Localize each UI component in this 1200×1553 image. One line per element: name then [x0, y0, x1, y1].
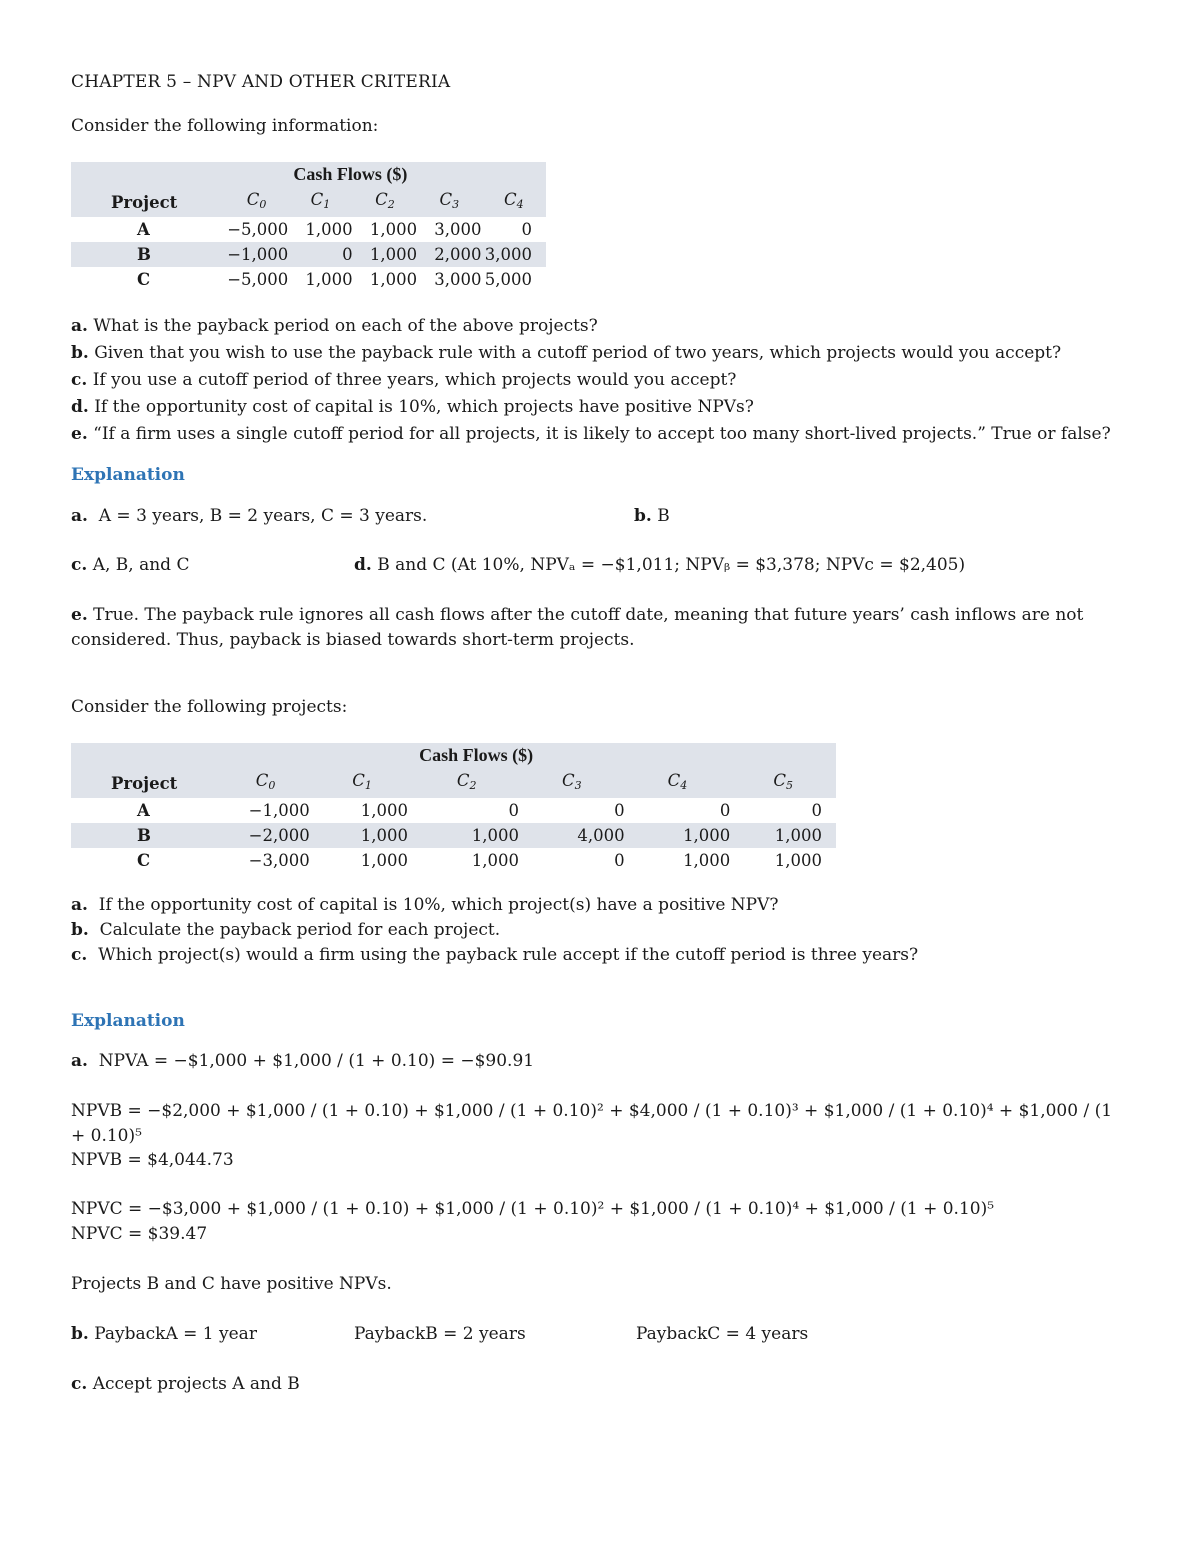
question-item: c. Which project(s) would a firm using the payback rule accept if the cutoff period is three years? [71, 945, 919, 965]
column-header: $C_0$ [221, 768, 309, 798]
project-cell: A [137, 801, 150, 820]
npv-c-result: NPVC = $39.47 [71, 1224, 208, 1244]
value-cell: −3,000 [248, 851, 310, 870]
question-item: a. What is the payback period on each of the above projects? [71, 316, 598, 336]
value-cell: 3,000 [482, 242, 546, 267]
npv-conclusion: Projects B and C have positive NPVs. [71, 1274, 392, 1294]
table-caption-row [71, 743, 836, 768]
value-cell: 3,000 [434, 220, 482, 239]
table-row [71, 217, 546, 242]
intro-text-1: Consider the following information: [71, 116, 379, 136]
value-cell: 0 [508, 801, 519, 820]
answer-b: b. B [634, 506, 670, 526]
project-cell: B [71, 823, 221, 848]
column-header: $C_3$ [417, 187, 481, 217]
answer-c-2: c. Accept projects A and B [71, 1374, 300, 1394]
question-item: b. Given that you wish to use the payback rule with a cutoff period of two years, which projects would you accept? [71, 343, 1062, 363]
payback-c: PaybackC = 4 years [636, 1324, 809, 1344]
payback-b: PaybackB = 2 years [354, 1324, 526, 1344]
value-cell: 5,000 [484, 270, 532, 289]
table-row [71, 267, 546, 292]
value-cell: −5,000 [227, 270, 289, 289]
table-row [71, 798, 836, 823]
answer-d: d. B and C (At 10%, NPVₐ = −$1,011; NPVᵦ = $3,378; NPVc = $2,405) [354, 555, 966, 575]
value-cell: 3,000 [434, 270, 482, 289]
answer-e: e. True. The payback rule ignores all cash flows after the cutoff date, meaning that future years’ cash inflows are not considered. Thus, payback is biased towards short-term projects. [71, 605, 1084, 650]
value-cell: 1,000 [414, 823, 519, 848]
value-cell: −1,000 [225, 242, 288, 267]
value-cell: 1,000 [369, 270, 418, 289]
answer-a: a. A = 3 years, B = 2 years, C = 3 years. [71, 506, 428, 526]
table-caption: Cash Flows ($) [225, 162, 546, 187]
question-item: e. “If a firm uses a single cutoff period for all projects, it is likely to accept too many short-lived projects.” True or false? [71, 424, 1111, 444]
value-cell: 0 [811, 801, 822, 820]
value-cell: 0 [719, 801, 731, 820]
question-list-2 [71, 893, 918, 968]
column-header: $C_4$ [625, 768, 731, 798]
project-cell: C [137, 270, 151, 289]
cash-flow-table-1 [71, 162, 546, 292]
column-header: $C_1$ [310, 768, 415, 798]
npv-c-formula: NPVC = −$3,000 + $1,000 / (1 + 0.10) + $1,000 / (1 + 0.10)² + $1,000 / (1 + 0.10)⁴ + $1,000 / (1 + 0.10)⁵ [71, 1199, 995, 1219]
project-cell: B [71, 242, 225, 267]
value-cell: 1,000 [310, 823, 415, 848]
npv-b-result: NPVB = $4,044.73 [71, 1150, 234, 1170]
project-cell: A [137, 220, 150, 239]
value-cell: 1,000 [305, 220, 353, 239]
column-header: $C_2$ [414, 768, 519, 798]
question-item: a. If the opportunity cost of capital is 10%, which project(s) have a positive NPV? [71, 895, 779, 915]
intro-text-2: Consider the following projects: [71, 697, 348, 717]
answer-c: c. A, B, and C [71, 555, 190, 575]
column-header: $C_0$ [225, 187, 288, 217]
value-cell: 0 [521, 220, 532, 239]
value-cell: −2,000 [221, 823, 309, 848]
table-header-row [71, 187, 546, 217]
value-cell: 1,000 [683, 851, 731, 870]
value-cell: 2,000 [417, 242, 481, 267]
column-header: $C_2$ [353, 187, 417, 217]
value-cell: 1,000 [360, 801, 408, 820]
project-header: Project [71, 187, 225, 217]
table-caption-row [71, 162, 546, 187]
question-item: c. If you use a cutoff period of three years, which projects would you accept? [71, 370, 737, 390]
column-header: $C_5$ [730, 768, 836, 798]
column-header: $C_4$ [482, 187, 546, 217]
value-cell: 0 [614, 851, 625, 870]
value-cell: 1,000 [471, 851, 519, 870]
payback-a: b. PaybackA = 1 year [71, 1324, 257, 1344]
npv-b-formula: NPVB = −$2,000 + $1,000 / (1 + 0.10) + $1,000 / (1 + 0.10)² + $4,000 / (1 + 0.10)³ + $1,000 / (1 + 0.10)⁴ + $1,000 / (1 + 0.10)⁵ [71, 1101, 1113, 1146]
value-cell: 1,000 [360, 851, 408, 870]
table-row [71, 242, 546, 267]
explanation-heading: Explanation [71, 465, 185, 485]
project-cell: C [137, 851, 151, 870]
table-header-row [71, 768, 836, 798]
explanation-heading-2: Explanation [71, 1011, 185, 1031]
cash-flow-table-2 [71, 743, 836, 873]
npv-a-line: a. NPVA = −$1,000 + $1,000 / (1 + 0.10) = −$90.91 [71, 1051, 535, 1071]
project-header: Project [71, 768, 221, 798]
value-cell: 1,000 [353, 242, 417, 267]
column-header: $C_3$ [519, 768, 625, 798]
column-header: $C_1$ [288, 187, 352, 217]
value-cell: 1,000 [625, 823, 731, 848]
value-cell: 1,000 [369, 220, 418, 239]
value-cell: 1,000 [774, 851, 822, 870]
value-cell: 4,000 [519, 823, 625, 848]
chapter-title: CHAPTER 5 – NPV AND OTHER CRITERIA [71, 72, 451, 92]
value-cell: 0 [614, 801, 625, 820]
table-caption: Cash Flows ($) [221, 743, 836, 768]
question-item: d. If the opportunity cost of capital is 10%, which projects have positive NPVs? [71, 397, 754, 417]
value-cell: 1,000 [730, 823, 836, 848]
question-list-1 [71, 313, 1111, 448]
value-cell: −1,000 [248, 801, 310, 820]
table-row [71, 848, 836, 873]
value-cell: 0 [288, 242, 352, 267]
question-item: b. Calculate the payback period for each project. [71, 920, 501, 940]
value-cell: 1,000 [305, 270, 353, 289]
table-row [71, 823, 836, 848]
value-cell: −5,000 [227, 220, 289, 239]
